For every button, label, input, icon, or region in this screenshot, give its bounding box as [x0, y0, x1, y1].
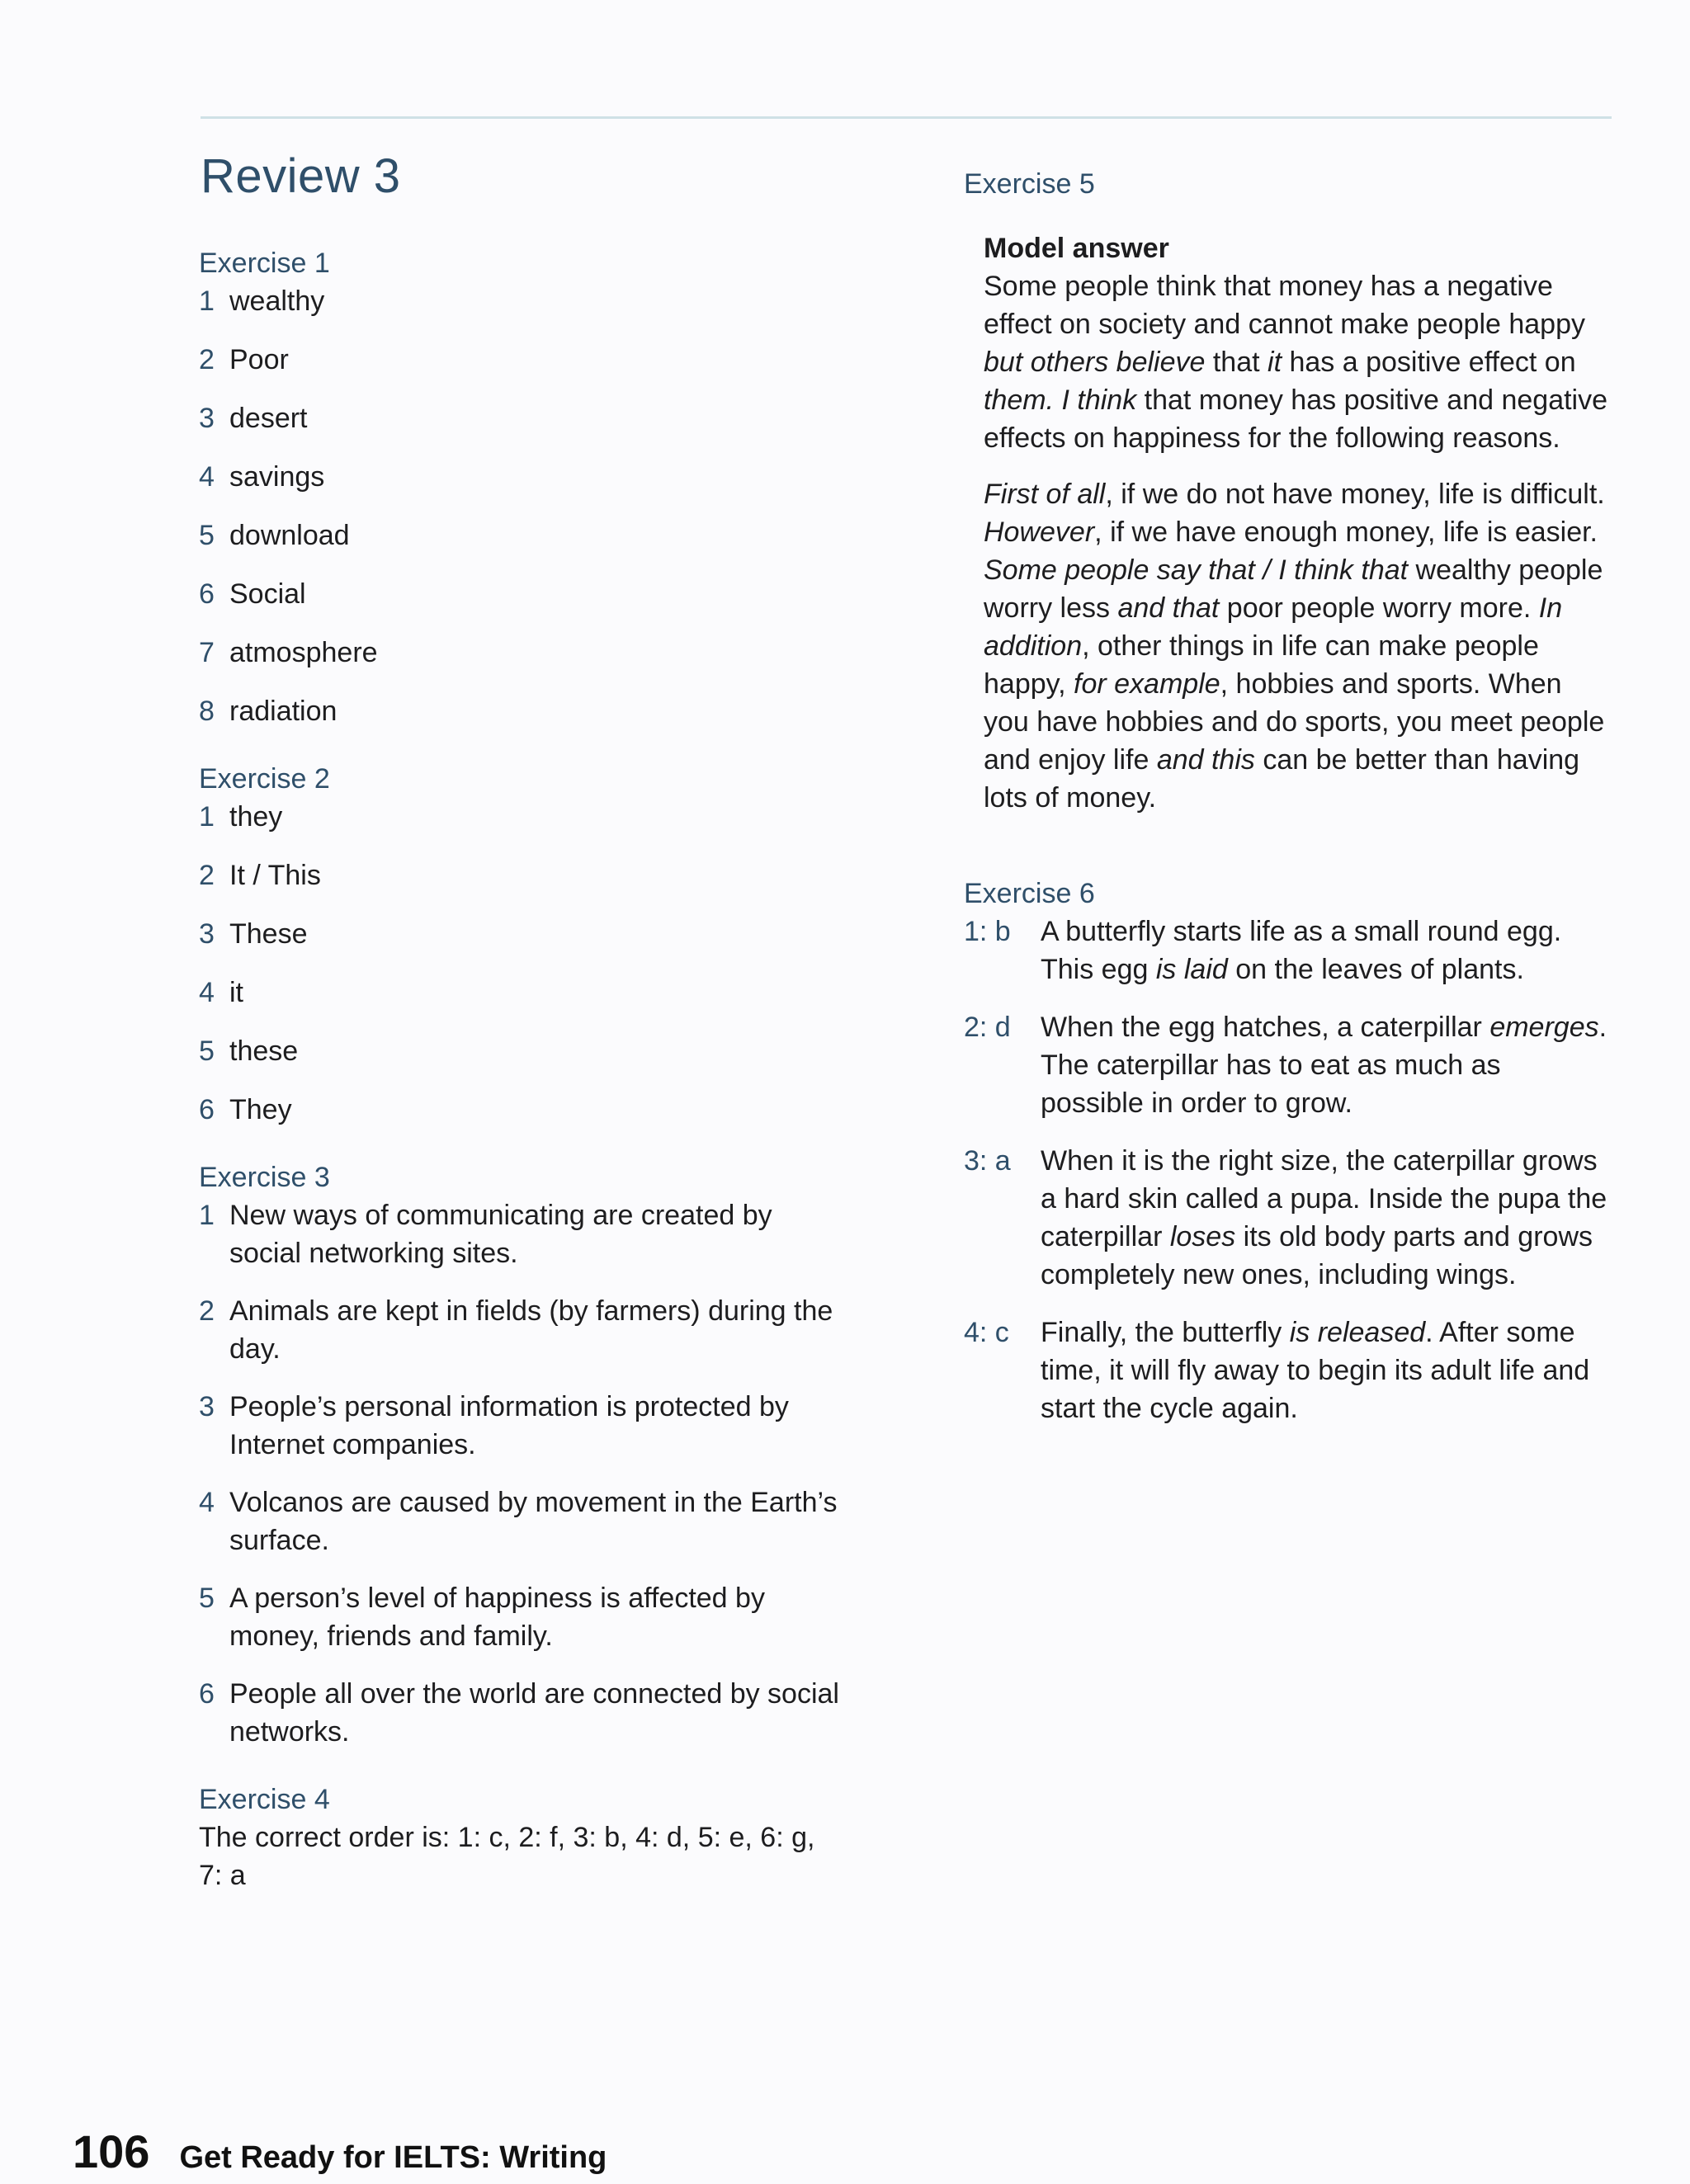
right-column: [964, 165, 1607, 1457]
model-answer-paragraph-2: [984, 475, 1607, 817]
item-number: 8: [199, 696, 215, 727]
left-column: [199, 244, 843, 1924]
item-number: 5: [199, 1035, 215, 1067]
list-item: [199, 341, 843, 379]
item-number: 6: [199, 1094, 215, 1125]
list-item: [199, 399, 843, 437]
item-text: Animals are kept in fields (by farmers) during the day.: [229, 1295, 833, 1365]
exercise-3-heading: Exercise 3: [199, 1162, 330, 1193]
exercise-1-list: [199, 282, 843, 730]
item-number: 1: [199, 801, 215, 833]
page-number: 106: [73, 2125, 150, 2177]
item-text: download: [229, 520, 350, 551]
list-item: [964, 1314, 1607, 1427]
text-run: When it is the right size, the caterpillar grows a hard skin called a pupa. Inside the pupa the caterpillar: [1041, 1145, 1607, 1252]
item-text: savings: [229, 461, 325, 493]
exercise-4-text: The correct order is: 1: c, 2: f, 3: b, 4: d, 5: e, 6: g, 7: a: [199, 1822, 815, 1891]
list-item: [199, 915, 843, 953]
list-item: [199, 517, 843, 554]
text-run: that: [1205, 347, 1268, 378]
text-run: wealthy people worry less: [984, 554, 1603, 624]
exercise-5-heading: Exercise 5: [964, 168, 1095, 200]
list-item: [964, 1008, 1607, 1122]
list-item: [199, 1388, 843, 1464]
list-item: [199, 1032, 843, 1070]
item-number: 2: [199, 344, 215, 375]
exercise-4: [199, 1781, 843, 1894]
list-item: [199, 1579, 843, 1655]
exercise-4-heading: Exercise 4: [199, 1784, 330, 1815]
text-run-italic: However: [984, 517, 1095, 548]
text-run-italic: In addition: [984, 592, 1563, 662]
exercise-3-list: [199, 1196, 843, 1751]
item-text: They: [229, 1094, 292, 1125]
text-run-italic: emerges: [1489, 1012, 1599, 1043]
item-number: 2: [199, 1295, 215, 1327]
item-text: atmosphere: [229, 637, 378, 668]
list-item: [199, 1675, 843, 1751]
text-run-italic: First of all: [984, 479, 1106, 510]
item-text: Volcanos are caused by movement in the Earth’s surface.: [229, 1487, 838, 1556]
item-text: People’s personal information is protected by Internet companies.: [229, 1391, 789, 1460]
text-run: . After some time, it will fly away to begin its adult life and start the cycle again.: [1041, 1317, 1590, 1424]
exercise-3: [199, 1158, 843, 1751]
text-run: Finally, the butterfly: [1041, 1317, 1290, 1348]
exercise-5: [964, 165, 1607, 817]
item-number: 4: c: [964, 1317, 1009, 1348]
text-run: , other things in life can make people happy,: [984, 630, 1539, 700]
list-item: [199, 1292, 843, 1368]
list-item: [199, 1091, 843, 1129]
text-run: . The caterpillar has to eat as much as possible in order to grow.: [1041, 1012, 1607, 1119]
item-number: 2: [199, 860, 215, 891]
list-item: [199, 634, 843, 672]
list-item: [199, 1196, 843, 1272]
item-text: wealthy: [229, 285, 325, 317]
text-run: on the leaves of plants.: [1227, 954, 1524, 985]
page-footer: [73, 2125, 607, 2178]
list-item: [199, 798, 843, 836]
item-text: People all over the world are connected by social networks.: [229, 1678, 839, 1748]
exercise-6: [964, 875, 1607, 1427]
text-run-italic: them. I think: [984, 384, 1137, 416]
item-number: 7: [199, 637, 215, 668]
item-text: Poor: [229, 344, 289, 375]
item-text: A person’s level of happiness is affected by money, friends and family.: [229, 1583, 765, 1652]
item-number: 4: [199, 977, 215, 1008]
item-number: 5: [199, 520, 215, 551]
item-number: 2: d: [964, 1012, 1011, 1043]
text-run-italic: it: [1268, 347, 1282, 378]
item-text: desert: [229, 403, 308, 434]
item-number: 3: [199, 1391, 215, 1422]
list-item: [199, 974, 843, 1012]
item-text: radiation: [229, 696, 338, 727]
text-run-italic: is laid: [1155, 954, 1228, 985]
list-item: [199, 575, 843, 613]
list-item: [199, 1484, 843, 1559]
exercise-1-heading: Exercise 1: [199, 248, 330, 279]
item-text: These: [229, 918, 308, 950]
text-run: its old body parts and grows completely new ones, including wings.: [1041, 1221, 1593, 1290]
item-text: [1041, 913, 1607, 988]
model-answer-paragraph-1: [984, 267, 1607, 457]
item-text: Social: [229, 578, 306, 610]
list-item: [964, 1142, 1607, 1294]
text-run: A butterfly starts life as a small round egg. This egg: [1041, 916, 1562, 985]
text-run-italic: and this: [1156, 744, 1255, 776]
text-run: has a positive effect on: [1282, 347, 1576, 378]
item-text: they: [229, 801, 283, 833]
item-text: [1041, 1142, 1607, 1294]
list-item: [964, 913, 1607, 988]
text-run: can be better than having lots of money.: [984, 744, 1580, 814]
item-number: 6: [199, 1678, 215, 1710]
exercise-1: [199, 244, 843, 730]
list-item: [199, 692, 843, 730]
text-run: When the egg hatches, a caterpillar: [1041, 1012, 1490, 1043]
text-run-italic: but others believe: [984, 347, 1206, 378]
exercise-2: [199, 760, 843, 1129]
item-number: 3: [199, 918, 215, 950]
item-number: 4: [199, 1487, 215, 1518]
text-run-italic: is released: [1289, 1317, 1426, 1348]
text-run-italic: for example: [1074, 668, 1220, 700]
exercise-6-heading: Exercise 6: [964, 878, 1095, 909]
text-run: , if we have enough money, life is easier.: [1094, 517, 1598, 548]
item-number: 1: [199, 1200, 215, 1231]
item-text: [1041, 1008, 1607, 1122]
model-answer: [964, 229, 1607, 817]
list-item: [199, 458, 843, 496]
list-item: [199, 282, 843, 320]
item-number: 3: a: [964, 1145, 1011, 1177]
item-number: 1: [199, 285, 215, 317]
header-rule: [201, 116, 1612, 119]
exercise-2-heading: Exercise 2: [199, 763, 330, 795]
text-run: that money has positive and negative effects on happiness for the following reasons.: [984, 384, 1608, 454]
text-run: , if we do not have money, life is difficult.: [1105, 479, 1605, 510]
text-run-italic: and that: [1117, 592, 1220, 624]
item-number: 4: [199, 461, 215, 493]
item-number: 5: [199, 1583, 215, 1614]
list-item: [199, 856, 843, 894]
text-run-italic: loses: [1169, 1221, 1236, 1252]
exercise-2-list: [199, 798, 843, 1129]
item-text: these: [229, 1035, 299, 1067]
item-number: 3: [199, 403, 215, 434]
item-number: 6: [199, 578, 215, 610]
item-text: it: [229, 977, 243, 1008]
text-run-italic: Some people say that / I think that: [984, 554, 1409, 586]
text-run: , hobbies and sports. When you have hobbies and do sports, you meet people and enjoy life: [984, 668, 1605, 776]
item-number: 1: b: [964, 916, 1011, 947]
exercise-6-list: [964, 913, 1607, 1427]
item-text: [1041, 1314, 1607, 1427]
item-text: It / This: [229, 860, 321, 891]
item-text: New ways of communicating are created by social networking sites.: [229, 1200, 772, 1269]
page-title: Review 3: [201, 149, 401, 203]
text-run: Some people think that money has a negative effect on society and cannot make people happy: [984, 271, 1585, 340]
text-run: poor people worry more.: [1219, 592, 1539, 624]
book-title: Get Ready for IELTS: Writing: [179, 2140, 607, 2175]
model-answer-title: Model answer: [984, 233, 1169, 264]
